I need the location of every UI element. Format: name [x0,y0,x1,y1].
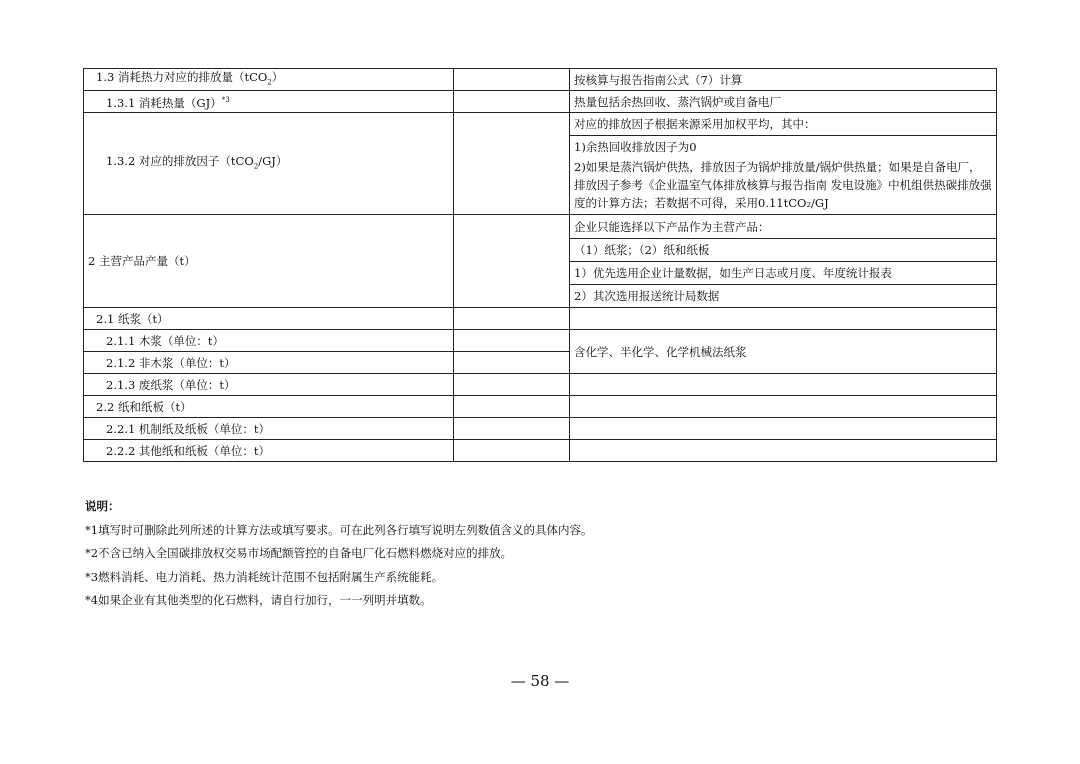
note-item: *2不含已纳入全国碳排放权交易市场配额管控的自备电厂化石燃料燃烧对应的排放。 [85,546,513,560]
table-row [84,396,997,418]
table-row [84,113,997,215]
note-item: *4如果企业有其他类型的化石燃料，请自行加行，一一列明并填数。 [85,593,432,607]
row-note [570,396,997,418]
row-note [570,215,997,308]
row-label: 2.1 纸浆（t） [84,308,454,330]
row-label: 2.1.2 非木浆（单位：t） [84,352,454,374]
table-row [84,215,997,308]
note-item: *1填写时可删除此列所述的计算方法或填写要求。可在此列各行填写说明左列数值含义的具体内容。 [85,522,593,537]
note-line: 1）优先选用企业计量数据，如生产日志或月度、年度统计报表 [570,262,996,285]
value-cell [454,374,570,396]
value-cell [454,352,570,374]
value-cell [454,440,570,462]
table-row [84,418,997,440]
table-row [84,374,997,396]
row-label: 2.2.2 其他纸和纸板（单位：t） [84,440,454,462]
note-item: *3燃料消耗、电力消耗、热力消耗统计范围不包括附属生产系统能耗。 [85,569,444,584]
table-row [84,69,997,91]
row-label: 2 主营产品产量（t） [84,215,454,308]
note-line: 企业只能选择以下产品作为主营产品： [570,216,996,239]
row-label: 1.3.2 对应的排放因子（tCO$_2$/GJ） [84,113,454,215]
notes-section [85,495,593,613]
row-label: 2.2.1 机制纸及纸板（单位：t） [84,418,454,440]
row-note [570,418,997,440]
row-note: 热量包括余热回收、蒸汽锅炉或自备电厂 [570,91,997,113]
value-cell [454,308,570,330]
row-note [570,308,997,330]
row-label: 2.2 纸和纸板（t） [84,396,454,418]
note-line: （1）纸浆；（2）纸和纸板 [570,239,996,262]
value-cell [454,113,570,215]
row-label: 1.3.1 消耗热量（GJ）$^{*3}$ [84,91,454,113]
table-row [84,308,997,330]
note-line: 1)余热回收排放因子为0 [574,140,697,155]
row-note: 按核算与报告指南公式（7）计算 [570,69,997,91]
row-label: 2.1.1 木浆（单位：t） [84,330,454,352]
row-note [570,374,997,396]
value-cell [454,330,570,352]
value-cell [454,91,570,113]
value-cell [454,69,570,91]
value-cell [454,418,570,440]
row-note: 含化学、半化学、化学机械法纸浆 [570,330,997,374]
table-row [84,330,997,352]
note-line: 2)如果是蒸汽锅炉供热，排放因子为锅炉排放量/锅炉供热量；如果是自备电厂，排放因子参考《企业温室气体排放核算与报告指南 发电设施》中机组供热碳排放强度的计算方法；若数据不可得，采用0.11tCO₂/GJ [574,160,992,211]
note-line: 对应的排放因子根据来源采用加权平均，其中： [570,113,996,136]
note-line: 2）其次选用报送统计局数据 [574,288,720,303]
table-row [84,91,997,113]
value-cell [454,215,570,308]
data-table [83,68,997,462]
page-number: — 58 — [510,672,570,690]
notes-title: 说明： [85,499,120,513]
table-row [84,440,997,462]
row-note [570,113,997,215]
row-label: 2.1.3 废纸浆（单位：t） [84,374,454,396]
value-cell [454,396,570,418]
row-note [570,440,997,462]
row-label: 1.3 消耗热力对应的排放量（tCO$_2$） [84,69,454,91]
